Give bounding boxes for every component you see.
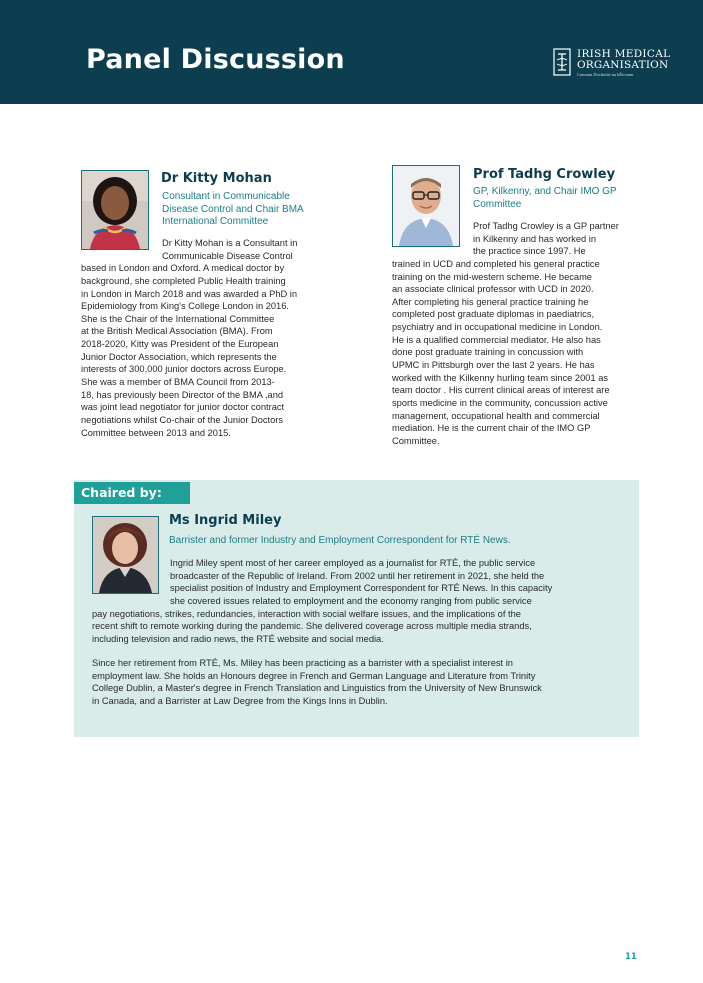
- bio-line: Ingrid Miley spent most of her career employed as a journalist for RTÉ, the public service: [170, 558, 536, 568]
- chaired-by-label: Chaired by:: [81, 485, 162, 500]
- bio-line: negotiations whilst Co-chair of the Junior Doctors: [81, 414, 284, 425]
- bio-line: was joint lead negotiator for junior doctor contract: [81, 402, 285, 413]
- chair-bio-continued: [92, 657, 542, 708]
- bio-line: including television and radio news, the RTÉ website and social media.: [92, 634, 384, 645]
- logo-text-line1: IRISH MEDICAL: [577, 48, 671, 60]
- bio-line: interests of 300,000 junior doctors across Europe.: [81, 364, 287, 375]
- chair-role: Barrister and former Industry and Employment Correspondent for RTÉ News.: [169, 535, 511, 546]
- bio-line: in London in March 2018 and was awarded a PhD in: [81, 288, 298, 299]
- bio-line: Committee.: [392, 435, 440, 446]
- chair-bio: [92, 557, 552, 646]
- bio-line: in Canada, and a Barrister at Law Degree from the Kings Inns in Dublin.: [92, 696, 388, 707]
- bio-line: based in London and Oxford. A medical doctor by: [81, 263, 285, 274]
- chair-name: Ms Ingrid Miley: [169, 513, 282, 528]
- bio-line: done post graduate training in concussion with: [392, 347, 584, 358]
- bio-line: recent shift to remote working during the pandemic. She delivered coverage across multiple media strands,: [92, 621, 532, 632]
- bio-line: in Kilkenny and has worked in: [473, 233, 596, 244]
- page-number: 11: [625, 952, 637, 962]
- bio-line: an associate clinical professor with UCD in 2020.: [392, 284, 594, 295]
- role-line: GP, Kilkenny, and Chair IMO GP: [473, 186, 617, 197]
- bio-line: broadcaster of the Republic of Ireland. From 2002 until her retirement in 2021, she held the: [170, 570, 545, 581]
- bio-line: pay negotiations, strikes, redundancies, interaction with social welfare issues, and the implications of the: [92, 608, 521, 619]
- role-line: Consultant in Communicable: [162, 191, 290, 202]
- bio-line: worked with the Kilkenny hurling team since 2001 as: [392, 372, 609, 383]
- speaker-name: Prof Tadhg Crowley: [473, 167, 616, 182]
- bio-line: trained in UCD and completed his general practice: [392, 258, 600, 269]
- bio-line: College Dublin, a Master's degree in French Translation and Linguistics from the University of New Brunswick: [92, 683, 542, 694]
- bio-line: She was a member of BMA Council from 2013-: [81, 377, 275, 388]
- speaker-role: [162, 191, 304, 229]
- bio-line: After completing his general practice training he: [392, 296, 589, 307]
- bio-line: employment law. She holds an Honours degree in French and German Language and Literature from Trinity: [92, 670, 536, 681]
- bio-line: training on the mid-western scheme. He became: [392, 271, 592, 282]
- bio-line: 2018-2020, Kitty was President of the European: [81, 339, 279, 350]
- speaker-bio: [81, 237, 297, 439]
- bio-line: completed post graduate diplomas in paediatrics,: [392, 309, 595, 320]
- bio-line: Since her retirement from RTÉ, Ms. Miley has been practicing as a barrister with a specialist interest in: [92, 658, 513, 668]
- bio-line: 18, has previously been Director of the BMA ,and: [81, 389, 284, 400]
- bio-line: team doctor . His current clinical areas of interest are: [392, 385, 610, 396]
- bio-line: at the British Medical Association (BMA). From: [81, 326, 273, 337]
- speaker-bio: [392, 220, 619, 448]
- bio-line: Epidemiology from King's College London in 2016.: [81, 301, 289, 312]
- speaker-role: [473, 186, 617, 211]
- bio-line: mediation. He is the current chair of the IMO GP: [392, 423, 591, 434]
- bio-line: Communicable Disease Control: [162, 250, 293, 261]
- bio-line: UPMC in Pittsburgh over the last 2 years. He has: [392, 360, 595, 371]
- role-line: Committee: [473, 198, 522, 210]
- page-header: [0, 0, 703, 104]
- bio-line: Prof Tadhg Crowley is a GP partner: [473, 221, 619, 231]
- chaired-by-tag: [74, 482, 190, 504]
- page-title: Panel Discussion: [86, 44, 345, 75]
- bio-line: background, she completed Public Health training: [81, 275, 286, 286]
- bio-line: He is a qualified commercial mediator. He also has: [392, 334, 601, 345]
- role-line: International Committee: [162, 216, 269, 228]
- logo-text-line2: ORGANISATION: [577, 59, 669, 71]
- logo-text-line3: Cumann Dochtúirí na hÉireann: [577, 72, 634, 77]
- bio-line: the practice since 1997. He: [473, 246, 586, 257]
- speaker-name: Dr Kitty Mohan: [161, 171, 272, 186]
- bio-line: Junior Doctor Association, which represents the: [81, 351, 277, 362]
- bio-line: specialist position of Industry and Employment Correspondent for RTÉ News. In this capacity: [170, 583, 553, 594]
- bio-line: psychiatry and in occupational medicine in London.: [392, 322, 603, 333]
- bio-line: Committee between 2013 and 2015.: [81, 427, 231, 438]
- imo-logo: [553, 47, 671, 81]
- bio-line: management, occupational health and commercial: [392, 410, 600, 421]
- imo-crest-icon: [553, 47, 571, 77]
- bio-line: Dr Kitty Mohan is a Consultant in: [162, 238, 298, 248]
- bio-line: She is the Chair of the International Committee: [81, 313, 275, 324]
- bio-line: she covered issues related to employment and the economy ranging from public service: [170, 596, 532, 607]
- role-line: Disease Control and Chair BMA: [162, 203, 304, 215]
- bio-line: sports medicine in the community, concussion active: [392, 397, 608, 408]
